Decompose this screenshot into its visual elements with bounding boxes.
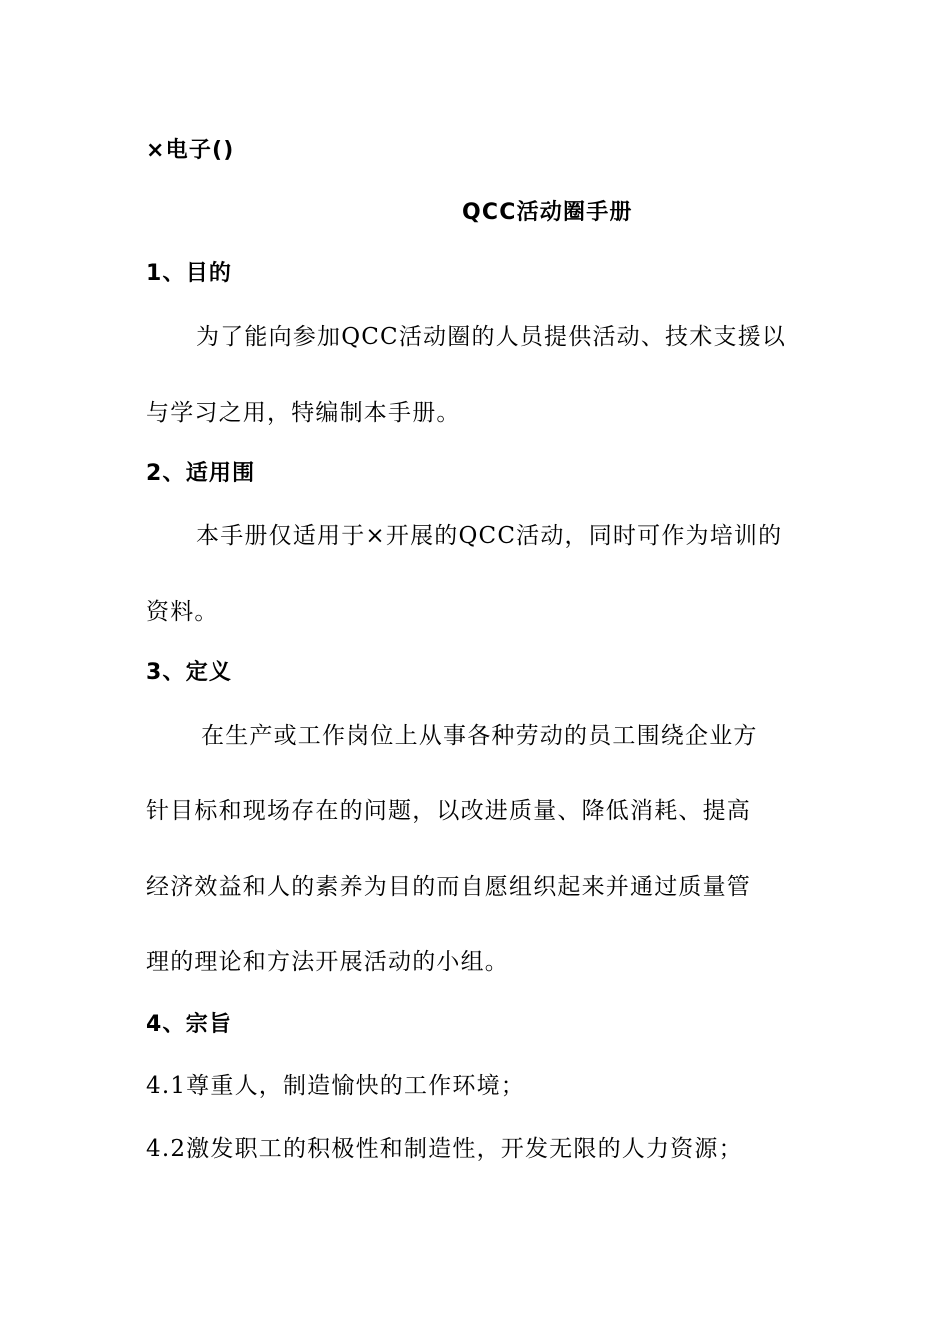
section-heading-purpose: 1、目的 bbox=[146, 261, 233, 286]
section-heading-tenet: 4、宗旨 bbox=[146, 1012, 233, 1037]
paragraph-line: 为了能向参加QCC活动圈的人员提供活动、技术支援以 bbox=[196, 324, 787, 350]
paragraph-line: 经济效益和人的素养为目的而自愿组织起来并通过质量管 bbox=[146, 874, 751, 900]
paragraph-line: 与学习之用，特编制本手册。 bbox=[146, 400, 461, 426]
document-title: QCC活动圈手册 bbox=[462, 200, 633, 225]
paragraph-line: 针目标和现场存在的问题，以改进质量、降低消耗、提高 bbox=[146, 798, 751, 824]
list-item: 4.2激发职工的积极性和制造性，开发无限的人力资源； bbox=[146, 1136, 743, 1162]
paragraph-line: 在生产或工作岗位上从事各种劳动的员工围绕企业方 bbox=[201, 723, 758, 749]
paragraph-line: 资料。 bbox=[146, 599, 219, 625]
section-heading-definition: 3、定义 bbox=[146, 660, 233, 685]
paragraph-line: 理的理论和方法开展活动的小组。 bbox=[146, 949, 509, 975]
list-item: 4.1尊重人，制造愉快的工作环境； bbox=[146, 1073, 525, 1099]
company-name: ×电子() bbox=[146, 138, 235, 163]
section-heading-scope: 2、适用围 bbox=[146, 461, 256, 486]
paragraph-line: 本手册仅适用于×开展的QCC活动，同时可作为培训的 bbox=[196, 523, 783, 549]
